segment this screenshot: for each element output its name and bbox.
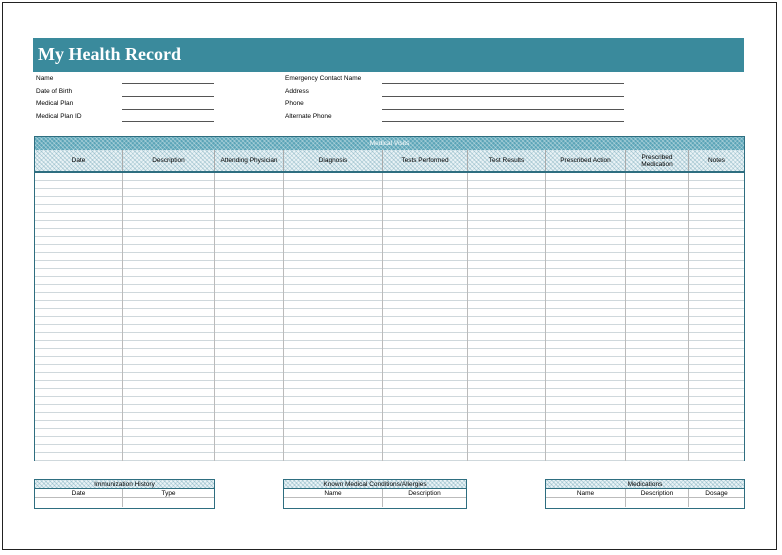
cell[interactable] xyxy=(284,498,383,507)
col-notes: Notes xyxy=(708,157,725,164)
conditions-table xyxy=(283,479,467,509)
cell[interactable] xyxy=(546,498,626,507)
medical-plan-field[interactable] xyxy=(122,109,214,110)
col-tests-performed: Tests Performed xyxy=(383,150,468,171)
conditions-heading: Known Medical Conditions/Allergies xyxy=(284,480,466,489)
col-prescribed-medication: Prescribed Medication xyxy=(626,150,689,171)
table-row[interactable] xyxy=(546,498,744,507)
dob-field[interactable] xyxy=(122,96,214,97)
grid-column[interactable] xyxy=(123,173,215,461)
cell[interactable] xyxy=(626,498,689,507)
title-bar xyxy=(33,38,744,72)
address-field[interactable] xyxy=(382,96,624,97)
col-test-results: Test Results xyxy=(468,150,546,171)
col-date: Date xyxy=(35,489,123,497)
emergency-contact-field[interactable] xyxy=(382,83,624,84)
col-description: Description xyxy=(626,489,689,497)
grid-column[interactable] xyxy=(626,173,689,461)
name-field[interactable] xyxy=(122,83,214,84)
col-date: Date xyxy=(35,150,123,171)
medications-heading: Medications xyxy=(546,480,744,489)
table-row[interactable] xyxy=(284,498,466,507)
grid-column[interactable] xyxy=(284,173,383,461)
col-name: Name xyxy=(284,489,383,497)
cell[interactable] xyxy=(123,498,214,507)
immunization-table xyxy=(34,479,215,509)
col-name: Name xyxy=(546,489,626,497)
grid-column[interactable] xyxy=(383,173,468,461)
col-description: Description xyxy=(408,490,441,497)
grid-column[interactable] xyxy=(546,173,626,461)
medical-visits-table xyxy=(34,136,745,461)
cell[interactable] xyxy=(35,498,123,507)
dob-label: Date of Birth xyxy=(36,88,73,95)
medical-visits-header-row xyxy=(35,150,744,173)
medications-header-row xyxy=(546,489,744,498)
medical-plan-label: Medical Plan xyxy=(36,100,74,107)
table-row[interactable] xyxy=(35,498,214,507)
col-type: Type xyxy=(161,490,176,497)
immunization-heading: Immunization History xyxy=(35,480,214,489)
medications-table xyxy=(545,479,745,509)
phone-field[interactable] xyxy=(382,109,624,110)
col-attending-physician: Attending Physician xyxy=(215,150,284,171)
col-diagnosis: Diagnosis xyxy=(284,150,383,171)
medical-plan-id-label: Medical Plan ID xyxy=(36,113,82,120)
emergency-contact-label: Emergency Contact Name xyxy=(285,75,362,82)
name-label: Name xyxy=(36,75,54,82)
immunization-header-row xyxy=(35,489,214,498)
col-dosage: Dosage xyxy=(705,490,728,497)
cell[interactable] xyxy=(689,498,744,507)
grid-column[interactable] xyxy=(689,173,744,461)
grid-column[interactable] xyxy=(35,173,123,461)
col-prescribed-action: Prescribed Action xyxy=(546,150,626,171)
col-description: Description xyxy=(123,150,215,171)
grid-column[interactable] xyxy=(468,173,546,461)
conditions-header-row xyxy=(284,489,466,498)
alternate-phone-field[interactable] xyxy=(382,121,624,122)
address-label: Address xyxy=(285,88,309,95)
grid-column[interactable] xyxy=(215,173,284,461)
medical-visits-heading: Medical Visits xyxy=(35,137,744,150)
phone-label: Phone xyxy=(285,100,304,107)
medical-plan-id-field[interactable] xyxy=(122,121,214,122)
page-title: My Health Record xyxy=(38,44,181,64)
medical-visits-rows[interactable] xyxy=(35,173,744,461)
alternate-phone-label: Alternate Phone xyxy=(285,113,332,120)
cell[interactable] xyxy=(383,498,466,507)
